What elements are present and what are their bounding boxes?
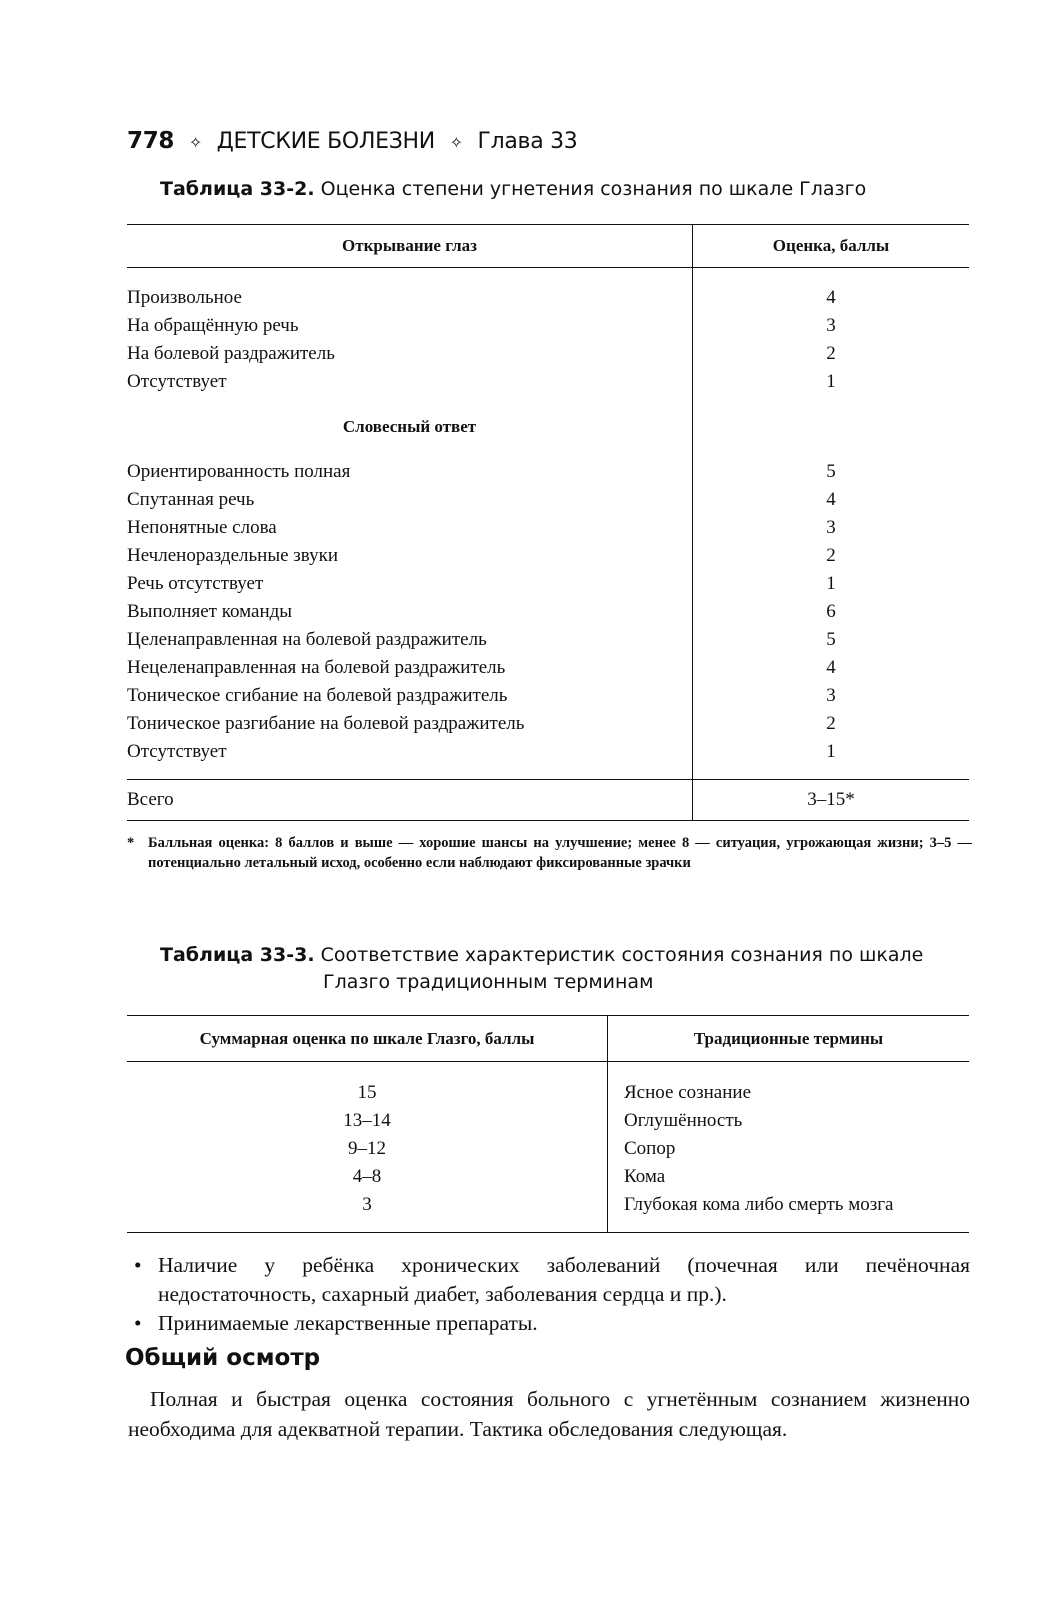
diamond-separator-icon: ✧: [449, 133, 463, 152]
table-row-score: 2: [826, 713, 836, 734]
table-row-score: 4: [826, 287, 836, 308]
table-row-name: Целенаправленная на болевой раздражитель: [127, 629, 487, 650]
table-row-score: 13–14: [343, 1110, 391, 1131]
table2-left-col: [127, 1062, 608, 1232]
table1-body: [127, 268, 969, 779]
list-item: [130, 1309, 970, 1338]
table1-caption: [160, 174, 866, 204]
table1-right-col: [693, 268, 969, 779]
table-row-term: Оглушённость: [624, 1110, 743, 1131]
footnote-text: Балльная оценка: 8 баллов и выше — хорошие шансы на улучшение; менее 8 — ситуация, угрожающая жизни; 3–5 — потенциально летальный исход, особенно если наблюдают фиксированные зрачки: [148, 835, 972, 871]
table-row-score: 1: [826, 371, 836, 392]
footnote-mark: *: [127, 835, 135, 851]
table-row-term: Сопор: [624, 1138, 676, 1159]
table-row-name: На обращённую речь: [127, 315, 299, 336]
table-row-name: На болевой раздражитель: [127, 343, 335, 364]
table-row-name: Тоническое сгибание на болевой раздражитель: [127, 685, 508, 706]
glasgow-terms-table: [127, 1015, 969, 1233]
eyes-rows: [127, 284, 692, 396]
table-row-score: 3: [826, 517, 836, 538]
table2-body: [127, 1062, 969, 1232]
table2-label: Таблица 33-3.: [160, 944, 315, 966]
table1-header-row: [127, 225, 969, 268]
table2-title-line2: Глазго традиционным терминам: [323, 971, 654, 993]
table-row-name: Нецеленаправленная на болевой раздражитель: [127, 657, 506, 678]
table-row-score: 1: [826, 573, 836, 594]
bullet-icon: •: [134, 1253, 142, 1277]
table-row-name: Выполняет команды: [127, 601, 293, 622]
table1-title: Оценка степени угнетения сознания по шкале Глазго: [320, 178, 867, 200]
table-row-name: Нечленораздельные звуки: [127, 545, 339, 566]
table-row-name: Тоническое разгибание на болевой раздражитель: [127, 713, 525, 734]
verbal-rows: [127, 458, 692, 766]
diamond-separator-icon: ✧: [188, 133, 202, 152]
total-label: Всего: [127, 780, 693, 820]
table1-total-row: [127, 779, 969, 820]
table2-caption: [160, 942, 923, 996]
list-item-text: Наличие у ребёнка хронических заболеваний (почечная или печёночная недостаточность, сахарный диабет, заболевания сердца и пр.).: [158, 1253, 970, 1306]
table1-footnote: [127, 833, 972, 873]
table-row-score: 3: [826, 315, 836, 336]
table-row-name: Речь отсутствует: [127, 573, 264, 594]
table-row-name: Ориентированность полная: [127, 461, 351, 482]
table1-col-score: Оценка, баллы: [772, 236, 890, 255]
table-row-name: Спутанная речь: [127, 489, 255, 510]
table-row-score: 3: [362, 1194, 372, 1215]
chapter-label: Глава 33: [477, 129, 578, 154]
table2-col-score: Суммарная оценка по шкале Глазго, баллы: [127, 1016, 608, 1061]
running-header: [127, 128, 577, 154]
table1-col-eyes: Открывание глаз: [127, 225, 693, 267]
table2-title-line1: Соответствие характеристик состояния сознания по шкале: [320, 944, 924, 966]
book-title: ДЕТСКИЕ БОЛЕЗНИ: [216, 129, 435, 154]
table-row-score: 15: [357, 1082, 377, 1103]
table-row-term: Кома: [624, 1166, 666, 1187]
table-row-term: Ясное сознание: [624, 1082, 751, 1103]
list-item-text: Принимаемые лекарственные препараты.: [158, 1311, 538, 1335]
table2-header-row: [127, 1016, 969, 1062]
table-row-score: 2: [826, 545, 836, 566]
table-row-score: 5: [826, 461, 836, 482]
glasgow-scale-table: [127, 224, 969, 821]
table-row-score: 4: [826, 489, 836, 510]
table1-label: Таблица 33-2.: [160, 178, 315, 200]
table-row-name: Отсутствует: [127, 371, 227, 392]
bullet-icon: •: [134, 1311, 142, 1335]
table-row-name: Непонятные слова: [127, 517, 277, 538]
body-paragraph: Полная и быстрая оценка состояния больного с угнетённым сознанием жизненно необходима для адекватной терапии. Тактика обследования следующая.: [128, 1387, 970, 1441]
bullet-list: [130, 1251, 970, 1338]
page-number: 778: [127, 128, 175, 154]
verbal-section-title: Словесный ответ: [342, 417, 477, 436]
table-row-score: 4: [826, 657, 836, 678]
table2-col-terms: Традиционные термины: [693, 1029, 884, 1048]
table-row-score: 4–8: [352, 1166, 382, 1187]
table-row-score: 2: [826, 343, 836, 364]
table-row-name: Отсутствует: [127, 741, 227, 762]
table-row-score: 1: [826, 741, 836, 762]
table-row-term: Глубокая кома либо смерть мозга: [624, 1194, 894, 1215]
section-heading: Общий осмотр: [125, 1345, 321, 1371]
list-item: [130, 1251, 970, 1309]
table-row-score: 9–12: [348, 1138, 386, 1159]
table-row-name: Произвольное: [127, 287, 242, 308]
table-row-score: 6: [826, 601, 836, 622]
total-value: 3–15*: [807, 789, 855, 810]
table-row-score: 5: [826, 629, 836, 650]
table1-left-col: [127, 268, 693, 779]
table2-right-col: [608, 1062, 969, 1232]
table-row-score: 3: [826, 685, 836, 706]
